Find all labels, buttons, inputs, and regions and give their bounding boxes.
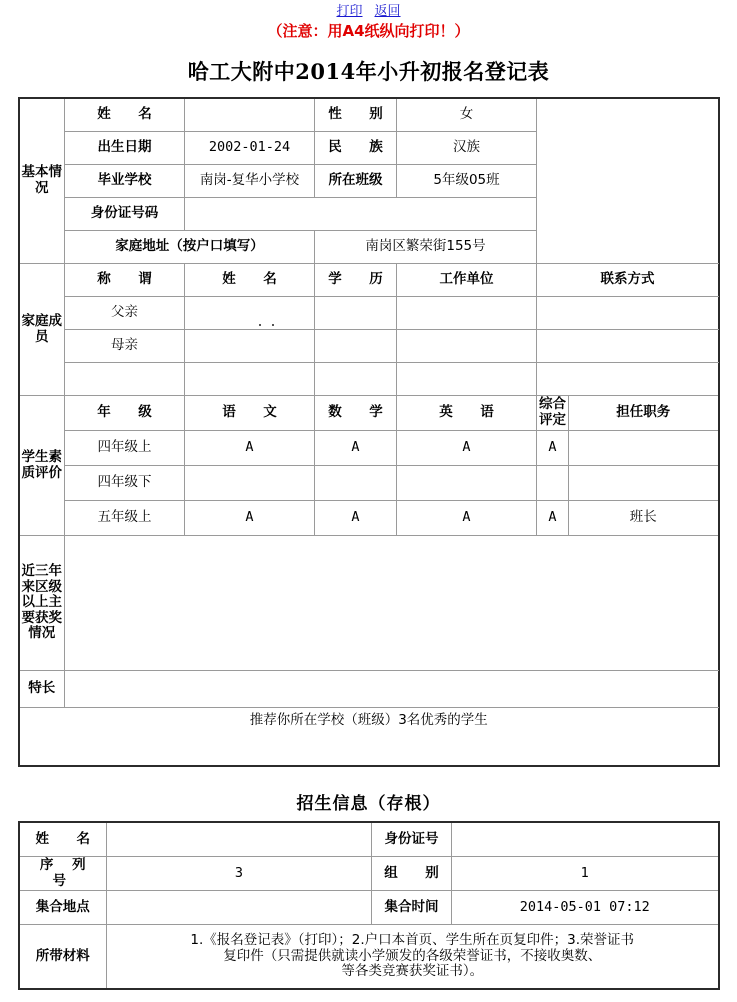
table-row-awards <box>19 536 719 671</box>
table-row-evaluation-header <box>19 396 719 431</box>
header-relation: 称 谓 <box>65 264 185 297</box>
field-specialty-value[interactable] <box>65 671 719 708</box>
stub-field-idcard[interactable] <box>452 822 719 857</box>
section-label-evaluation: 学生素质评价 <box>19 396 65 536</box>
cell-duty-2[interactable]: 班长 <box>569 501 719 536</box>
field-birthdate-value[interactable]: 2002-01-24 <box>185 132 315 165</box>
stub-row-place <box>19 891 719 925</box>
stub-title: 招生信息（存根） <box>296 794 441 814</box>
cell-duty-0[interactable] <box>569 431 719 466</box>
label-ethnicity: 民 族 <box>315 132 397 165</box>
cell-contact-mother[interactable] <box>537 330 719 363</box>
header-overall: 综合评定 <box>537 396 569 431</box>
cell-english-2[interactable]: A <box>397 501 537 536</box>
cell-math-0[interactable]: A <box>315 431 397 466</box>
scan-artifact-dot <box>259 324 261 326</box>
label-birthdate: 出生日期 <box>65 132 185 165</box>
section-label-specialty: 特长 <box>19 671 65 708</box>
field-school-value[interactable]: 南岗-复华小学校 <box>185 165 315 198</box>
stub-label-place: 集合地点 <box>19 891 107 925</box>
table-row-name <box>19 98 719 132</box>
section-label-basic: 基本情况 <box>19 98 65 264</box>
cell-education-other[interactable] <box>315 363 397 396</box>
section-label-awards: 近三年来区级以上主要获奖情况 <box>19 536 65 671</box>
photo-placeholder-cell <box>537 98 719 264</box>
cell-name-other[interactable] <box>185 363 315 396</box>
field-name-value[interactable] <box>185 98 315 132</box>
header-contact: 联系方式 <box>537 264 719 297</box>
stub-field-place[interactable] <box>107 891 372 925</box>
cell-english-1[interactable] <box>397 466 537 501</box>
label-gender: 性 别 <box>315 98 397 132</box>
cell-relation-other[interactable] <box>65 363 185 396</box>
field-ethnicity-value[interactable]: 汉族 <box>397 132 537 165</box>
cell-workplace-other[interactable] <box>397 363 537 396</box>
cell-overall-1[interactable] <box>537 466 569 501</box>
header-workplace: 工作单位 <box>397 264 537 297</box>
cell-workplace-father[interactable] <box>397 297 537 330</box>
table-row <box>19 297 719 330</box>
stub-field-name[interactable] <box>107 822 372 857</box>
stub-label-materials: 所带材料 <box>19 925 107 990</box>
print-notice: （注意：用A4纸纵向打印！） <box>267 22 470 40</box>
top-link-bar <box>0 0 737 20</box>
cell-education-father[interactable] <box>315 297 397 330</box>
table-row <box>19 466 719 501</box>
materials-line-3: 等各类竞赛获奖证书）。 <box>341 963 484 980</box>
cell-english-0[interactable]: A <box>397 431 537 466</box>
cell-overall-0[interactable]: A <box>537 431 569 466</box>
field-gender-value[interactable]: 女 <box>397 98 537 132</box>
field-idcard-value[interactable] <box>185 198 537 231</box>
table-row <box>19 431 719 466</box>
stub-label-serial: 序 列 号 <box>19 857 107 891</box>
table-row <box>19 501 719 536</box>
stub-field-materials <box>107 925 719 990</box>
stub-label-group: 组 别 <box>372 857 452 891</box>
field-address-value[interactable]: 南岗区繁荣街155号 <box>315 231 537 264</box>
stub-row-name <box>19 822 719 857</box>
table-row <box>19 363 719 396</box>
header-member-name: 姓 名 <box>185 264 315 297</box>
section-label-family: 家庭成员 <box>19 264 65 396</box>
cell-math-2[interactable]: A <box>315 501 397 536</box>
cell-name-mother[interactable] <box>185 330 315 363</box>
cell-contact-father[interactable] <box>537 297 719 330</box>
cell-relation-mother[interactable]: 母亲 <box>65 330 185 363</box>
cell-relation-father[interactable]: 父亲 <box>65 297 185 330</box>
table-row-specialty <box>19 671 719 708</box>
stub-field-serial[interactable]: 3 <box>107 857 372 891</box>
cell-chinese-0[interactable]: A <box>185 431 315 466</box>
print-link[interactable]: 打印 <box>336 4 363 19</box>
label-address: 家庭地址（按户口填写） <box>65 231 315 264</box>
registration-form-table <box>18 97 720 767</box>
cell-workplace-mother[interactable] <box>397 330 537 363</box>
cell-overall-2[interactable]: A <box>537 501 569 536</box>
stub-field-group[interactable]: 1 <box>452 857 719 891</box>
header-duty: 担任职务 <box>569 396 719 431</box>
table-row-recommend <box>19 708 719 767</box>
cell-name-father[interactable] <box>185 297 315 330</box>
page-title: 哈工大附中2014年小升初报名登记表 <box>187 59 550 84</box>
stub-row-materials <box>19 925 719 990</box>
stub-label-time: 集合时间 <box>372 891 452 925</box>
cell-grade-0: 四年级上 <box>65 431 185 466</box>
stub-label-name: 姓 名 <box>19 822 107 857</box>
header-chinese: 语 文 <box>185 396 315 431</box>
materials-line-1: 1.《报名登记表》（打印）；2.户口本首页、学生所在页复印件；3.荣誉证书 <box>190 932 635 949</box>
label-school: 毕业学校 <box>65 165 185 198</box>
recommend-instruction[interactable]: 推荐你所在学校（班级）3名优秀的学生 <box>19 708 719 767</box>
table-row-family-header <box>19 264 719 297</box>
field-class-value[interactable]: 5年级05班 <box>397 165 537 198</box>
cell-contact-other[interactable] <box>537 363 719 396</box>
cell-chinese-2[interactable]: A <box>185 501 315 536</box>
cell-duty-1[interactable] <box>569 466 719 501</box>
header-education: 学 历 <box>315 264 397 297</box>
back-link[interactable]: 返回 <box>374 4 401 19</box>
cell-grade-2: 五年级上 <box>65 501 185 536</box>
cell-chinese-1[interactable] <box>185 466 315 501</box>
cell-education-mother[interactable] <box>315 330 397 363</box>
materials-line-2: 复印件（只需提供就读小学颁发的各级荣誉证书，不接收奥数、 <box>223 947 602 964</box>
stub-field-time[interactable]: 2014-05-01 07:12 <box>452 891 719 925</box>
admission-stub-table <box>18 821 720 990</box>
field-awards-value[interactable] <box>65 536 719 671</box>
stub-label-idcard: 身份证号 <box>372 822 452 857</box>
label-idcard: 身份证号码 <box>65 198 185 231</box>
scan-artifact-dot <box>272 324 274 326</box>
header-english: 英 语 <box>397 396 537 431</box>
label-class: 所在班级 <box>315 165 397 198</box>
stub-row-serial <box>19 857 719 891</box>
label-name: 姓 名 <box>65 98 185 132</box>
header-grade: 年 级 <box>65 396 185 431</box>
cell-math-1[interactable] <box>315 466 397 501</box>
table-row <box>19 330 719 363</box>
header-math: 数 学 <box>315 396 397 431</box>
cell-grade-1: 四年级下 <box>65 466 185 501</box>
